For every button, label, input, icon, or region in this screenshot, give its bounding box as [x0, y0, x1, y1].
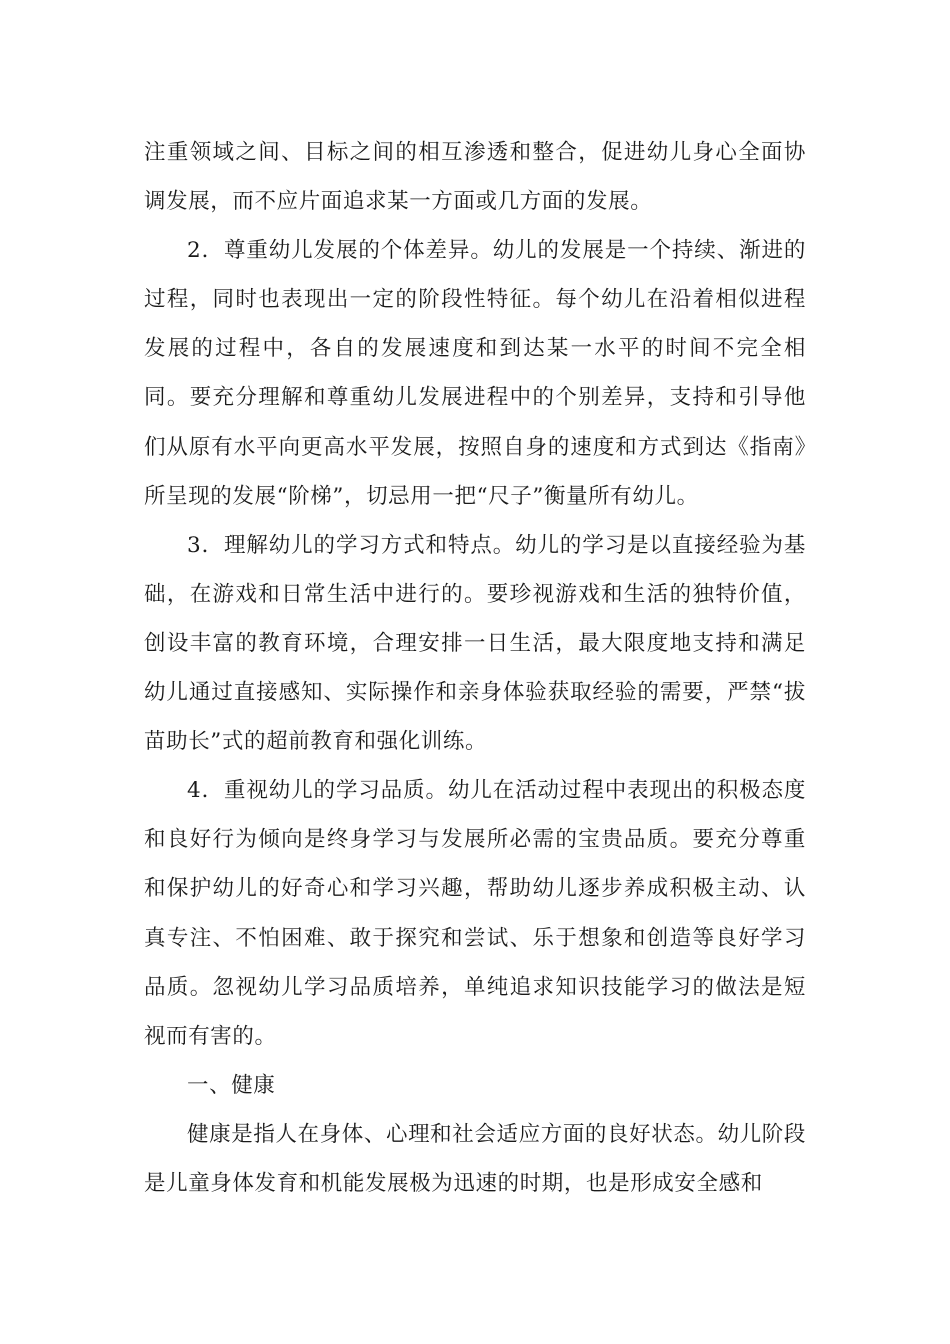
paragraph-principle-4: 4．重视幼儿的学习品质。幼儿在活动过程中表现出的积极态度和良好行为倾向是终身学习与发展所必需的宝贵品质。要充分尊重和保护幼儿的好奇心和学习兴趣，帮助幼儿逐步养成积极主动、认真专注、不怕困难、敢于探究和尝试、乐于想象和创造等良好学习品质。忽视幼儿学习品质培养，单纯追求知识技能学习的做法是短视而有害的。: [144, 778, 806, 1049]
paragraph-principle-3: 3．理解幼儿的学习方式和特点。幼儿的学习是以直接经验为基础，在游戏和日常生活中进行的。要珍视游戏和生活的独特价值，创设丰富的教育环境，合理安排一日生活，最大限度地支持和满足幼儿通过直接感知、实际操作和亲身体验获取经验的需要，严禁“拔苗助长”式的超前教育和强化训练。: [144, 532, 806, 755]
section-heading: 一、健康: [187, 1072, 276, 1098]
paragraph-health-intro: 健康是指人在身体、心理和社会适应方面的良好状态。幼儿阶段是儿童身体发育和机能发展极为迅速的时期，也是形成安全感和: [144, 1121, 806, 1196]
body-text: [144, 128, 806, 1208]
paragraph-continuation: 注重领域之间、目标之间的相互渗透和整合，促进幼儿身心全面协调发展，而不应片面追求某一方面或几方面的发展。: [144, 140, 806, 215]
paragraph-principle-2: 2．尊重幼儿发展的个体差异。幼儿的发展是一个持续、渐进的过程，同时也表现出一定的阶段性特征。每个幼儿在沿着相似进程发展的过程中，各自的发展速度和到达某一水平的时间不完全相同。要充分理解和尊重幼儿发展进程中的个别差异，支持和引导他们从原有水平向更高水平发展，按照自身的速度和方式到达《指南》所呈现的发展“阶梯”，切忌用一把“尺子”衡量所有幼儿。: [144, 238, 806, 509]
